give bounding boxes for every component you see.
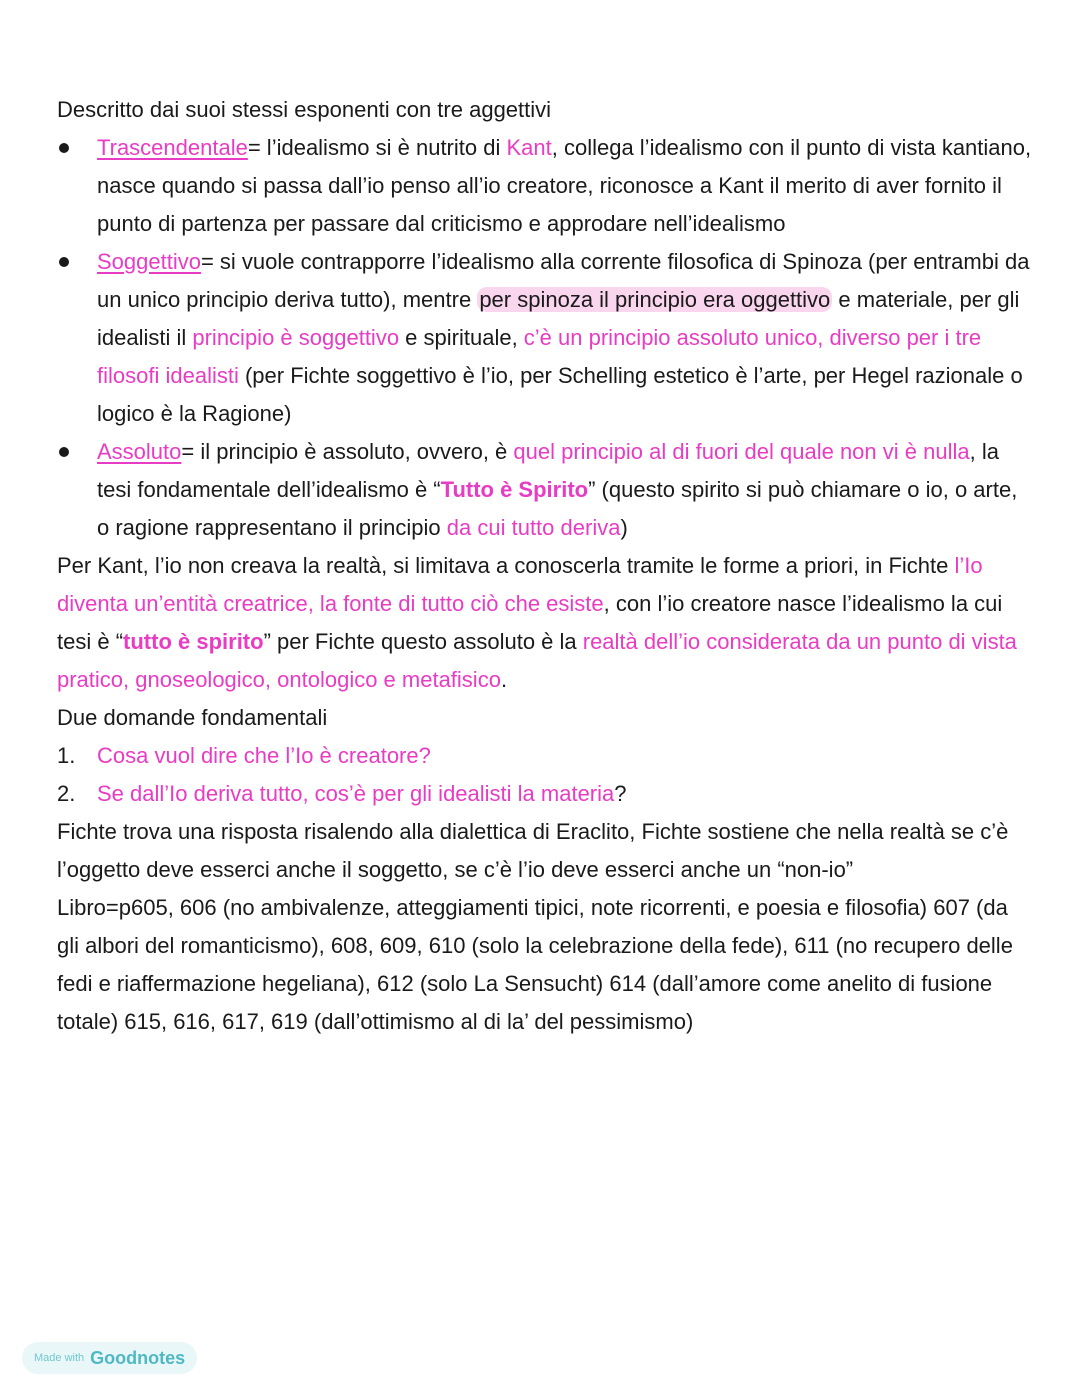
text: = il principio è assoluto, ovvero, è — [181, 439, 514, 464]
question-end: ? — [614, 781, 627, 806]
paragraph-libro: Libro=p605, 606 (no ambivalenze, atteggiamenti tipici, note ricorrenti, e poesia e filosofia) 607 (da gli albori del romanticismo), 608, 609, 610 (solo la celebrazione della fede), 611 (no recupero delle fedi e riaffermazione hegeliana), 612 (solo La Sensucht) 614 (dall’amore come anelito di fusione totale) 615, 616, 617, 619 (dall’ottimismo al di la’ del pessimismo) — [57, 895, 1013, 1034]
pink-phrase: l’Io diventa un’entità creatrice, la fonte di tutto ciò che esiste — [57, 553, 983, 616]
text: . — [500, 667, 508, 692]
pink-phrase: principio è soggettivo — [192, 325, 400, 350]
question-text: Se dall’Io deriva tutto, cos’è per gli idealisti la materia — [97, 781, 615, 806]
questions-list — [57, 737, 1032, 813]
bold-pink-phrase: tutto è spirito — [123, 629, 264, 654]
bold-pink-phrase: Tutto è Spirito — [440, 477, 589, 502]
question-1 — [57, 737, 1032, 775]
text: ) — [620, 515, 628, 540]
made-with-label: Made with — [34, 1352, 85, 1364]
intro-line: Descritto dai suoi stessi esponenti con tre aggettivi — [57, 97, 552, 122]
text: , con l’io creatore nasce l’idealismo la cui tesi è “ — [57, 591, 1003, 654]
highlighted-phrase: per spinoza il principio era oggettivo — [479, 287, 831, 312]
text: , la tesi fondamentale dell’idealismo è “ — [97, 439, 999, 502]
bullet-trascendentale — [57, 129, 1032, 243]
text: e materiale, per gli idealisti il — [97, 287, 1020, 350]
question-number: 2. — [57, 781, 76, 806]
bullet-soggettivo — [57, 243, 1032, 433]
bullet-dot-icon — [59, 447, 69, 457]
pink-phrase: realtà dell’io considerata da un punto di vista pratico, gnoseologico, ontologico e metafisico — [57, 629, 1017, 692]
note-page — [57, 91, 1032, 1041]
text: = l’idealismo si è nutrito di — [247, 135, 507, 160]
question-2 — [57, 775, 1032, 813]
paragraph-fichte-eraclito: Fichte trova una risposta risalendo alla dialettica di Eraclito, Fichte sostiene che nella realtà se c’è l’oggetto deve esserci anche il soggetto, se c’è l’io deve esserci anche un “non-io” — [57, 819, 1009, 882]
text: ” (questo spirito si può chiamare o io, o arte, o ragione rappresentano il principio — [97, 477, 1018, 540]
bullet-dot-icon — [59, 143, 69, 153]
heading-due-domande: Due domande fondamentali — [57, 705, 328, 730]
text: = si vuole contrapporre l’idealismo alla corrente filosofica di Spinoza (per entrambi da un unico principio deriva tutto), mentre — [97, 249, 1030, 312]
adjective-list — [57, 129, 1032, 547]
bullet-assoluto — [57, 433, 1032, 547]
highlight-kant: Kant — [506, 135, 552, 160]
goodnotes-logo: Goodnotes — [90, 1347, 186, 1368]
text: Per Kant, l’io non creava la realtà, si limitava a conoscerla tramite le forme a priori, in Fichte — [57, 553, 955, 578]
text: ” per Fichte questo assoluto è la — [263, 629, 583, 654]
question-number: 1. — [57, 743, 76, 768]
term-assoluto: Assoluto — [97, 439, 182, 464]
term-trascendentale: Trascendentale — [97, 135, 248, 160]
term-soggettivo: Soggettivo — [97, 249, 201, 274]
text: , collega l’idealismo con il punto di vista kantiano, nasce quando si passa dall’io penso all’io creatore, riconosce a Kant il merito di aver fornito il punto di partenza per passare dal criticismo e approdare nell’idealismo — [97, 135, 1032, 236]
paragraph-kant-fichte — [57, 547, 1032, 699]
pink-phrase: c’è un principio assoluto unico, diverso per i tre filosofi idealisti — [97, 325, 982, 388]
pink-phrase: da cui tutto deriva — [446, 515, 621, 540]
goodnotes-badge — [22, 1342, 197, 1374]
text: e spirituale, — [399, 325, 524, 350]
bullet-dot-icon — [59, 257, 69, 267]
text: (per Fichte soggettivo è l’io, per Schelling estetico è l’arte, per Hegel razionale o logico è la Ragione) — [97, 363, 1023, 426]
question-text: Cosa vuol dire che l’Io è creatore? — [97, 743, 431, 768]
pink-phrase: quel principio al di fuori del quale non vi è nulla — [513, 439, 970, 464]
